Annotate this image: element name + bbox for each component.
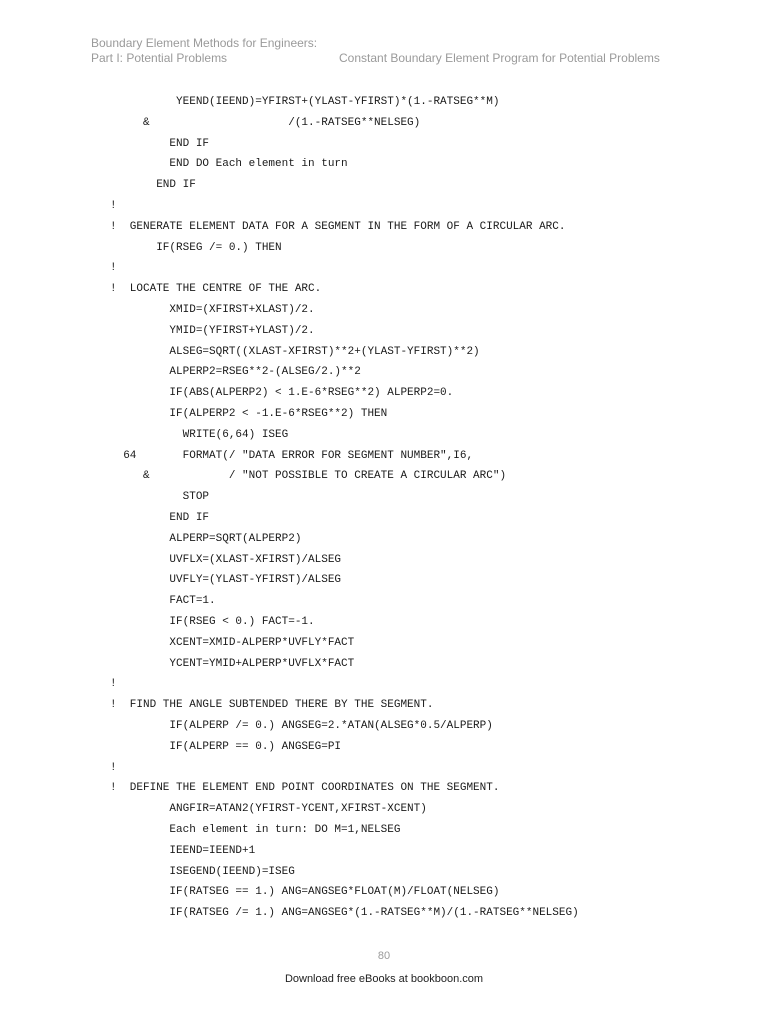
book-title-line-1: Boundary Element Methods for Engineers: (91, 36, 318, 50)
code-line: IF(ALPERP /= 0.) ANGSEG=2.*ATAN(ALSEG*0.5/ALPERP) (110, 720, 493, 732)
book-title-line-2: Part I: Potential Problems (91, 51, 228, 65)
code-line: ! GENERATE ELEMENT DATA FOR A SEGMENT IN THE FORM OF A CIRCULAR ARC. (110, 220, 566, 233)
code-line: ALPERP=SQRT(ALPERP2) (110, 532, 302, 545)
footer-download-note: Download free eBooks at bookboon.com (284, 973, 484, 985)
code-line: UVFLY=(YLAST-YFIRST)/ALSEG (110, 574, 342, 587)
code-line: ! (110, 678, 117, 691)
code-line: UVFLX=(XLAST-XFIRST)/ALSEG (110, 553, 342, 566)
code-line: ISEGEND(IEEND)=ISEG (110, 865, 295, 878)
code-line: ! FIND THE ANGLE SUBTENDED THERE BY THE SEGMENT. (110, 699, 434, 712)
code-line: XMID=(XFIRST+XLAST)/2. (110, 304, 315, 316)
code-line: IF(RATSEG == 1.) ANG=ANGSEG*FLOAT(M)/FLOAT(NELSEG) (110, 886, 500, 899)
running-header-book-title (91, 36, 317, 66)
code-line: IF(ABS(ALPERP2) < 1.E-6*RSEG**2) ALPERP2=0. (110, 387, 454, 400)
code-line: ! (110, 262, 117, 275)
code-line: ! (110, 761, 117, 774)
code-line: WRITE(6,64) ISEG (110, 428, 289, 441)
code-line: IF(RSEG < 0.) FACT=-1. (110, 616, 315, 628)
code-line: END IF (110, 137, 210, 150)
code-line: IF(RSEG /= 0.) THEN (110, 241, 282, 254)
code-line: END IF (110, 179, 196, 192)
page-number: 80 (377, 950, 391, 962)
code-line: YCENT=YMID+ALPERP*UVFLX*FACT (110, 657, 355, 670)
code-line: IF(ALPERP2 < -1.E-6*RSEG**2) THEN (110, 408, 388, 420)
code-line: & /(1.-RATSEG**NELSEG) (110, 116, 421, 129)
code-line: XCENT=XMID-ALPERP*UVFLY*FACT (110, 636, 355, 649)
code-line: YEEND(IEEND)=YFIRST+(YLAST-YFIRST)*(1.-RATSEG**M) (110, 96, 500, 108)
code-line: YMID=(YFIRST+YLAST)/2. (110, 324, 315, 337)
code-line: ALSEG=SQRT((XLAST-XFIRST)**2+(YLAST-YFIRST)**2) (110, 345, 480, 358)
code-line: END IF (110, 512, 210, 524)
code-line: END DO Each element in turn (110, 158, 348, 171)
code-line: & / "NOT POSSIBLE TO CREATE A CIRCULAR ARC") (110, 470, 507, 483)
code-line: ! LOCATE THE CENTRE OF THE ARC. (110, 283, 322, 296)
code-line: 64 FORMAT(/ "DATA ERROR FOR SEGMENT NUMBER",I6, (110, 449, 474, 462)
code-line: STOP (110, 491, 210, 504)
code-line: FACT=1. (110, 595, 216, 608)
code-line: IF(ALPERP == 0.) ANGSEG=PI (110, 740, 342, 753)
code-line: ANGFIR=ATAN2(YFIRST-YCENT,XFIRST-XCENT) (110, 803, 427, 816)
code-line: ! DEFINE THE ELEMENT END POINT COORDINATES ON THE SEGMENT. (110, 782, 500, 795)
code-line: ALPERP2=RSEG**2-(ALSEG/2.)**2 (110, 366, 361, 379)
code-line: IEEND=IEEND+1 (110, 844, 256, 857)
code-line: ! (110, 200, 117, 212)
code-line: Each element in turn: DO M=1,NELSEG (110, 824, 401, 836)
code-line: IF(RATSEG /= 1.) ANG=ANGSEG*(1.-RATSEG**M)/(1.-RATSEG**NELSEG) (110, 907, 579, 920)
running-header-chapter-title: Constant Boundary Element Program for Potential Problems (339, 51, 660, 65)
